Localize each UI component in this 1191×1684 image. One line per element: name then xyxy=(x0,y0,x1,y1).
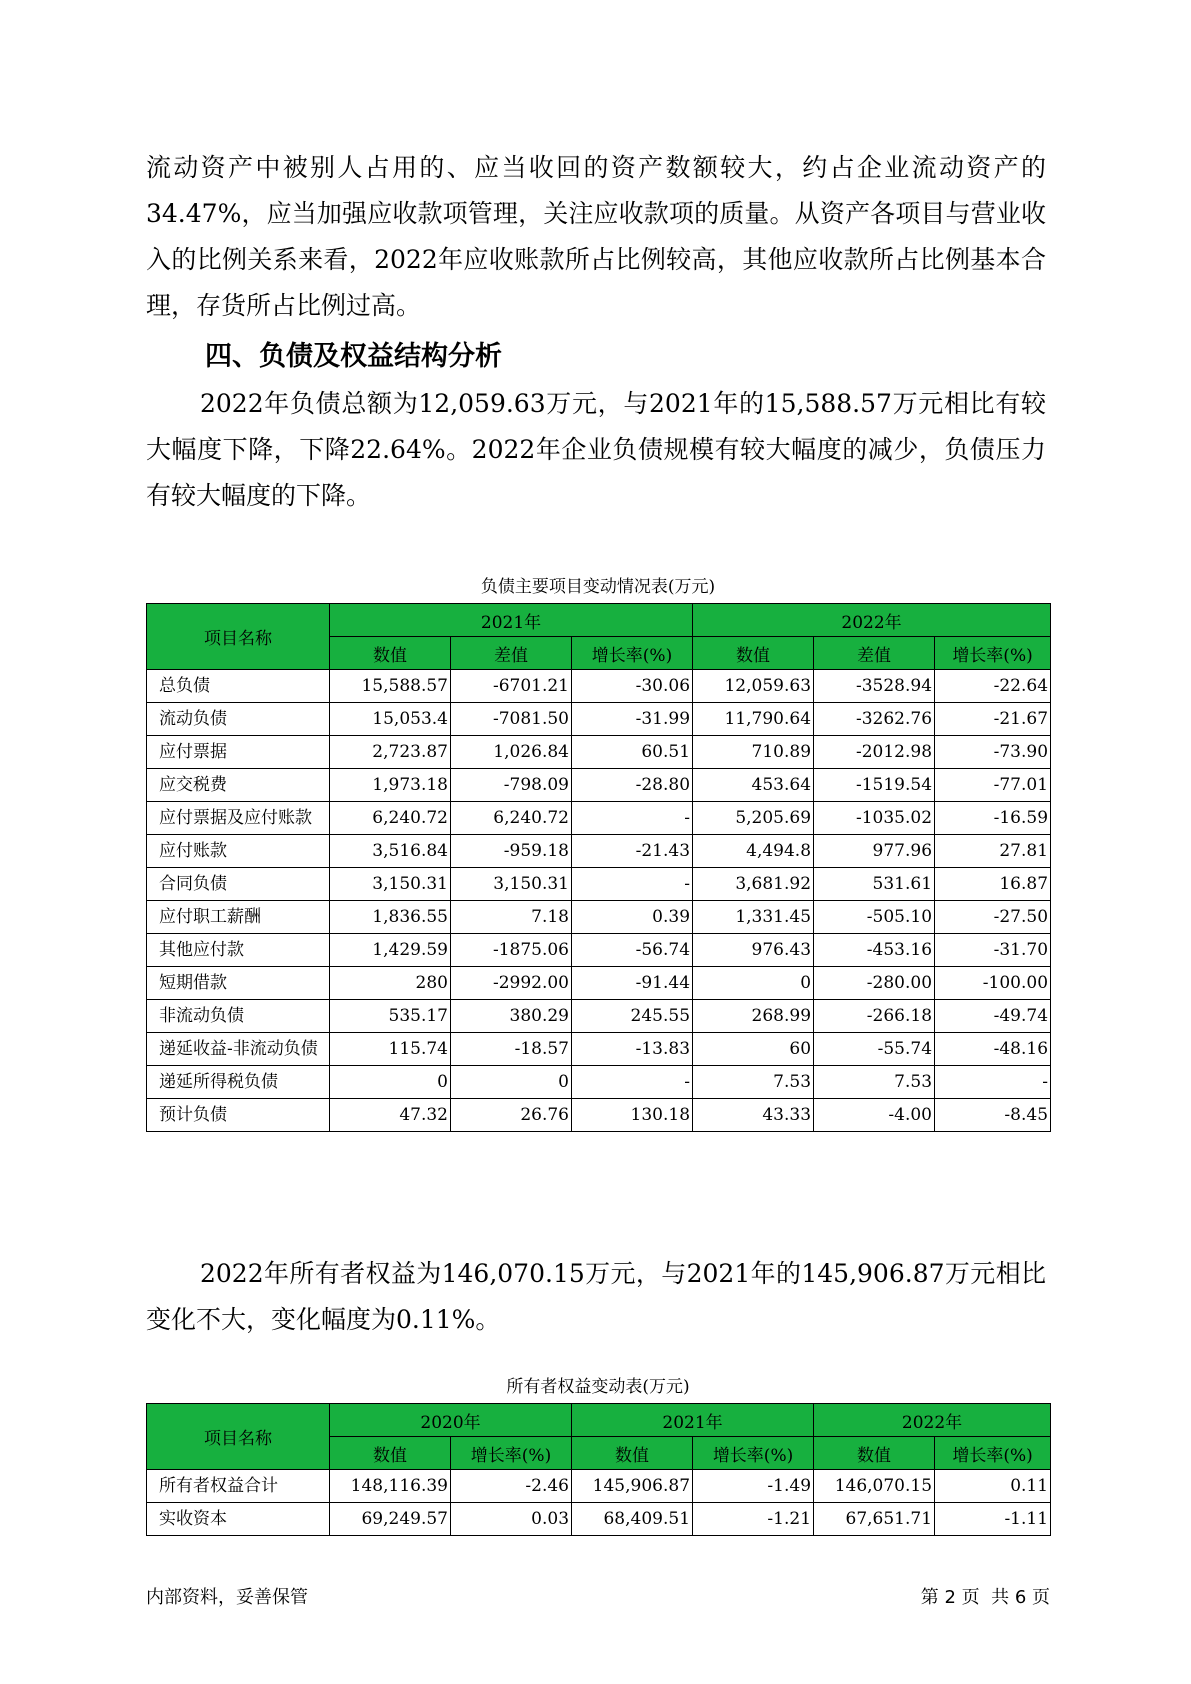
table-cell: 6,240.72 xyxy=(330,802,451,835)
table-cell: - xyxy=(572,1066,693,1099)
table-cell: -28.80 xyxy=(572,769,693,802)
table2-sub-header: 数值 xyxy=(330,1437,451,1470)
liabilities-table xyxy=(146,603,1051,1132)
table-cell: 16.87 xyxy=(935,868,1051,901)
row-name: 非流动负债 xyxy=(147,1000,330,1033)
table-row xyxy=(147,736,1051,769)
table-cell: 67,651.71 xyxy=(814,1503,935,1536)
table-cell: 1,973.18 xyxy=(330,769,451,802)
table-cell: -280.00 xyxy=(814,967,935,1000)
table-cell: -7081.50 xyxy=(451,703,572,736)
table-cell: 7.18 xyxy=(451,901,572,934)
table-row xyxy=(147,835,1051,868)
table-cell: -56.74 xyxy=(572,934,693,967)
table-row xyxy=(147,901,1051,934)
table1-sub-header: 数值 xyxy=(330,637,451,670)
table1-year-header: 2021年 xyxy=(330,604,693,637)
table-cell: 7.53 xyxy=(814,1066,935,1099)
table-cell: 43.33 xyxy=(693,1099,814,1132)
row-name: 其他应付款 xyxy=(147,934,330,967)
table-cell: -505.10 xyxy=(814,901,935,934)
table-cell: -21.67 xyxy=(935,703,1051,736)
row-name: 实收资本 xyxy=(147,1503,330,1536)
table2-name-header: 项目名称 xyxy=(147,1404,330,1470)
table-cell: 26.76 xyxy=(451,1099,572,1132)
table-cell: -100.00 xyxy=(935,967,1051,1000)
table-cell: 3,681.92 xyxy=(693,868,814,901)
table-cell: - xyxy=(572,868,693,901)
table-cell: 0 xyxy=(330,1066,451,1099)
table2-sub-header: 数值 xyxy=(572,1437,693,1470)
table-cell: -1.49 xyxy=(693,1470,814,1503)
table-row xyxy=(147,1470,1051,1503)
table-row xyxy=(147,868,1051,901)
table-cell: 5,205.69 xyxy=(693,802,814,835)
table-cell: 27.81 xyxy=(935,835,1051,868)
table-cell: -21.43 xyxy=(572,835,693,868)
table1-body xyxy=(147,670,1051,1132)
table-cell: 68,409.51 xyxy=(572,1503,693,1536)
table-row xyxy=(147,967,1051,1000)
table-row xyxy=(147,1066,1051,1099)
table-cell: 69,249.57 xyxy=(330,1503,451,1536)
table-row xyxy=(147,802,1051,835)
table-cell: - xyxy=(935,1066,1051,1099)
table-cell: -1.11 xyxy=(935,1503,1051,1536)
table-cell: 130.18 xyxy=(572,1099,693,1132)
table-cell: -13.83 xyxy=(572,1033,693,1066)
table-cell: 710.89 xyxy=(693,736,814,769)
table-cell: 1,429.59 xyxy=(330,934,451,967)
table-cell: 0 xyxy=(693,967,814,1000)
equity-table xyxy=(146,1403,1051,1536)
table-cell: -8.45 xyxy=(935,1099,1051,1132)
table2-year-header: 2021年 xyxy=(572,1404,814,1437)
table-cell: -1.21 xyxy=(693,1503,814,1536)
table-cell: 1,836.55 xyxy=(330,901,451,934)
row-name: 流动负债 xyxy=(147,703,330,736)
table-row xyxy=(147,703,1051,736)
row-name: 应付账款 xyxy=(147,835,330,868)
table-cell: -6701.21 xyxy=(451,670,572,703)
table-cell: 11,790.64 xyxy=(693,703,814,736)
table-cell: -77.01 xyxy=(935,769,1051,802)
table-cell: -55.74 xyxy=(814,1033,935,1066)
table-cell: 245.55 xyxy=(572,1000,693,1033)
table-cell: -1519.54 xyxy=(814,769,935,802)
table2-body xyxy=(147,1470,1051,1536)
table-row xyxy=(147,670,1051,703)
table-cell: - xyxy=(572,802,693,835)
table-cell: 3,150.31 xyxy=(330,868,451,901)
table-cell: -16.59 xyxy=(935,802,1051,835)
table-cell: 145,906.87 xyxy=(572,1470,693,1503)
table-cell: 3,516.84 xyxy=(330,835,451,868)
table-row xyxy=(147,934,1051,967)
table2-sub-header: 数值 xyxy=(814,1437,935,1470)
table-cell: 1,026.84 xyxy=(451,736,572,769)
table-cell: -2.46 xyxy=(451,1470,572,1503)
table2-year-header: 2022年 xyxy=(814,1404,1051,1437)
row-name: 合同负债 xyxy=(147,868,330,901)
table-cell: 531.61 xyxy=(814,868,935,901)
table-cell: -4.00 xyxy=(814,1099,935,1132)
table-cell: -30.06 xyxy=(572,670,693,703)
table2-sub-header: 增长率(%) xyxy=(693,1437,814,1470)
table-cell: -453.16 xyxy=(814,934,935,967)
table-cell: 2,723.87 xyxy=(330,736,451,769)
table-cell: 977.96 xyxy=(814,835,935,868)
table1-sub-header: 增长率(%) xyxy=(935,637,1051,670)
table2-caption: 所有者权益变动表(万元) xyxy=(506,1377,690,1397)
footer-page-number: 第 2 页 共 6 页 xyxy=(920,1587,1050,1608)
table-cell: -49.74 xyxy=(935,1000,1051,1033)
row-name: 所有者权益合计 xyxy=(147,1470,330,1503)
table1-sub-header: 增长率(%) xyxy=(572,637,693,670)
paragraph-current-assets: 流动资产中被别人占用的、应当收回的资产数额较大，约占企业流动资产的34.47%，应当加强应收款项管理，关注应收款项的质量。从资产各项目与营业收入的比例关系来看，2022年应收账款所占比例较高，其他应收款所占比例基本合理，存货所占比例过高。 xyxy=(146,153,1046,320)
footer-confidential-note: 内部资料，妥善保管 xyxy=(146,1587,308,1608)
row-name: 预计负债 xyxy=(147,1099,330,1132)
table-row xyxy=(147,769,1051,802)
table-cell: 148,116.39 xyxy=(330,1470,451,1503)
row-name: 应付职工薪酬 xyxy=(147,901,330,934)
table2-sub-header: 增长率(%) xyxy=(935,1437,1051,1470)
table-row xyxy=(147,1099,1051,1132)
row-name: 总负债 xyxy=(147,670,330,703)
table1-name-header: 项目名称 xyxy=(147,604,330,670)
table-cell: 1,331.45 xyxy=(693,901,814,934)
table-cell: 47.32 xyxy=(330,1099,451,1132)
table-cell: -27.50 xyxy=(935,901,1051,934)
table-cell: -73.90 xyxy=(935,736,1051,769)
table-cell: 15,588.57 xyxy=(330,670,451,703)
table1-caption: 负债主要项目变动情况表(万元) xyxy=(480,577,716,597)
table-cell: -798.09 xyxy=(451,769,572,802)
table-cell: 115.74 xyxy=(330,1033,451,1066)
table-cell: -266.18 xyxy=(814,1000,935,1033)
table1-sub-header: 差值 xyxy=(814,637,935,670)
table2-sub-header: 增长率(%) xyxy=(451,1437,572,1470)
table-cell: 6,240.72 xyxy=(451,802,572,835)
row-name: 应交税费 xyxy=(147,769,330,802)
table-cell: -959.18 xyxy=(451,835,572,868)
table-cell: 535.17 xyxy=(330,1000,451,1033)
table-cell: -31.99 xyxy=(572,703,693,736)
table-cell: 0.39 xyxy=(572,901,693,934)
table-row xyxy=(147,1033,1051,1066)
table-cell: 268.99 xyxy=(693,1000,814,1033)
table1-sub-header: 差值 xyxy=(451,637,572,670)
table-cell: 4,494.8 xyxy=(693,835,814,868)
table-cell: 380.29 xyxy=(451,1000,572,1033)
section-heading: 四、负债及权益结构分析 xyxy=(205,341,502,372)
table-cell: 0.03 xyxy=(451,1503,572,1536)
table-cell: 0.11 xyxy=(935,1470,1051,1503)
row-name: 递延收益-非流动负债 xyxy=(147,1033,330,1066)
table-cell: -2992.00 xyxy=(451,967,572,1000)
table-cell: -48.16 xyxy=(935,1033,1051,1066)
table-cell: -91.44 xyxy=(572,967,693,1000)
table1-sub-header: 数值 xyxy=(693,637,814,670)
table-cell: -3528.94 xyxy=(814,670,935,703)
table-cell: -31.70 xyxy=(935,934,1051,967)
table-cell: 3,150.31 xyxy=(451,868,572,901)
table-row xyxy=(147,1503,1051,1536)
table-cell: -22.64 xyxy=(935,670,1051,703)
paragraph-liabilities: 2022年负债总额为12,059.63万元，与2021年的15,588.57万元相比有较大幅度下降，下降22.64%。2022年企业负债规模有较大幅度的减少，负债压力有较大幅度的下降。 xyxy=(146,389,1046,510)
table-cell: 60.51 xyxy=(572,736,693,769)
row-name: 递延所得税负债 xyxy=(147,1066,330,1099)
row-name: 应付票据 xyxy=(147,736,330,769)
table-cell: 12,059.63 xyxy=(693,670,814,703)
table-cell: 280 xyxy=(330,967,451,1000)
table-cell: 15,053.4 xyxy=(330,703,451,736)
table-cell: -1875.06 xyxy=(451,934,572,967)
paragraph-equity: 2022年所有者权益为146,070.15万元，与2021年的145,906.87万元相比变化不大，变化幅度为0.11%。 xyxy=(146,1259,1046,1334)
table-row xyxy=(147,1000,1051,1033)
table-cell: -3262.76 xyxy=(814,703,935,736)
table-cell: -1035.02 xyxy=(814,802,935,835)
table1-year-header: 2022年 xyxy=(693,604,1051,637)
table-cell: -2012.98 xyxy=(814,736,935,769)
table-cell: 7.53 xyxy=(693,1066,814,1099)
row-name: 应付票据及应付账款 xyxy=(147,802,330,835)
row-name: 短期借款 xyxy=(147,967,330,1000)
table-cell: -18.57 xyxy=(451,1033,572,1066)
table-cell: 453.64 xyxy=(693,769,814,802)
table-cell: 146,070.15 xyxy=(814,1470,935,1503)
table-cell: 976.43 xyxy=(693,934,814,967)
table-cell: 60 xyxy=(693,1033,814,1066)
table-cell: 0 xyxy=(451,1066,572,1099)
table2-year-header: 2020年 xyxy=(330,1404,572,1437)
